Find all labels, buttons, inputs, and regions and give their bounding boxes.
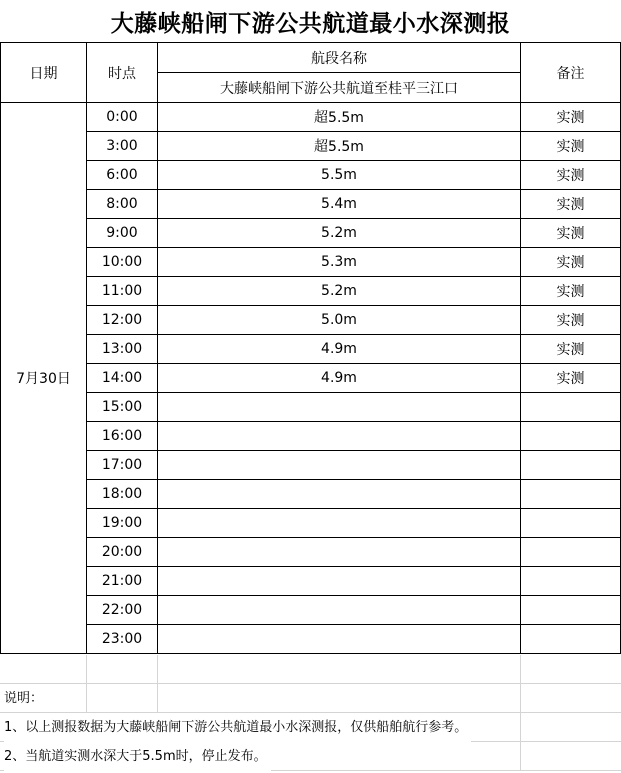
remark-cell: 实测	[521, 190, 621, 219]
table-row	[1, 335, 621, 364]
note-row	[0, 713, 621, 742]
remark-cell	[521, 538, 621, 567]
note-item: 1、以上测报数据为大藤峡船闸下游公共航道最小水深测报，仅供船舶航行参考。	[4, 713, 471, 742]
depth-cell: 超5.5m	[158, 132, 521, 161]
depth-cell: 4.9m	[158, 364, 521, 393]
depth-report-table	[0, 42, 621, 654]
time-cell: 18:00	[87, 480, 158, 509]
table-row	[1, 190, 621, 219]
time-cell: 9:00	[87, 219, 158, 248]
depth-cell	[158, 393, 521, 422]
depth-cell	[158, 596, 521, 625]
notes-label-row	[0, 684, 621, 713]
remark-cell: 实测	[521, 161, 621, 190]
remark-cell	[521, 625, 621, 654]
depth-cell: 4.9m	[158, 335, 521, 364]
header-section: 大藤峡船闸下游公共航道至桂平三江口	[158, 73, 521, 103]
depth-cell: 超5.5m	[158, 103, 521, 132]
remark-cell: 实测	[521, 103, 621, 132]
table-row	[1, 480, 621, 509]
depth-cell: 5.4m	[158, 190, 521, 219]
page-title: 大藤峡船闸下游公共航道最小水深测报	[110, 10, 511, 37]
time-cell: 13:00	[87, 335, 158, 364]
depth-cell	[158, 451, 521, 480]
remark-cell	[521, 509, 621, 538]
blank-row	[0, 655, 621, 684]
header-time: 时点	[87, 43, 158, 103]
time-cell: 12:00	[87, 306, 158, 335]
header-section-name: 航段名称	[158, 43, 521, 73]
time-cell: 22:00	[87, 596, 158, 625]
time-cell: 21:00	[87, 567, 158, 596]
time-cell: 10:00	[87, 248, 158, 277]
header-date: 日期	[1, 43, 87, 103]
table-row	[1, 248, 621, 277]
time-cell: 19:00	[87, 509, 158, 538]
note-row	[0, 742, 621, 771]
table-row	[1, 538, 621, 567]
time-cell: 17:00	[87, 451, 158, 480]
remark-cell: 实测	[521, 364, 621, 393]
remark-cell	[521, 393, 621, 422]
depth-cell: 5.2m	[158, 219, 521, 248]
depth-cell	[158, 567, 521, 596]
remark-cell	[521, 451, 621, 480]
depth-cell	[158, 480, 521, 509]
table-row	[1, 132, 621, 161]
remark-cell: 实测	[521, 306, 621, 335]
remark-cell: 实测	[521, 335, 621, 364]
time-cell: 8:00	[87, 190, 158, 219]
table-row	[1, 161, 621, 190]
table-row	[1, 277, 621, 306]
time-cell: 11:00	[87, 277, 158, 306]
depth-cell	[158, 625, 521, 654]
header-remark: 备注	[521, 43, 621, 103]
time-cell: 23:00	[87, 625, 158, 654]
table-row	[1, 567, 621, 596]
depth-cell	[158, 422, 521, 451]
depth-cell: 5.2m	[158, 277, 521, 306]
depth-cell	[158, 538, 521, 567]
remark-cell	[521, 567, 621, 596]
depth-cell	[158, 509, 521, 538]
remark-cell	[521, 480, 621, 509]
table-row	[1, 509, 621, 538]
remark-cell: 实测	[521, 248, 621, 277]
time-cell: 0:00	[87, 103, 158, 132]
table-row	[1, 306, 621, 335]
time-cell: 14:00	[87, 364, 158, 393]
depth-cell: 5.0m	[158, 306, 521, 335]
time-cell: 6:00	[87, 161, 158, 190]
date-cell: 7月30日	[1, 103, 87, 654]
notes-area	[0, 655, 621, 771]
notes-label: 说明：	[4, 691, 44, 706]
time-cell: 15:00	[87, 393, 158, 422]
header-row	[1, 43, 621, 73]
note-item: 2、当航道实测水深大于5.5m时，停止发布。	[4, 742, 271, 771]
table-row	[1, 596, 621, 625]
time-cell: 16:00	[87, 422, 158, 451]
table-row	[1, 364, 621, 393]
table-row	[1, 451, 621, 480]
remark-cell: 实测	[521, 132, 621, 161]
time-cell: 20:00	[87, 538, 158, 567]
time-cell: 3:00	[87, 132, 158, 161]
depth-cell: 5.3m	[158, 248, 521, 277]
table-row	[1, 625, 621, 654]
remark-cell	[521, 422, 621, 451]
remark-cell: 实测	[521, 277, 621, 306]
table-row	[1, 103, 621, 132]
table-row	[1, 422, 621, 451]
depth-cell: 5.5m	[158, 161, 521, 190]
table-row	[1, 393, 621, 422]
remark-cell: 实测	[521, 219, 621, 248]
table-row	[1, 219, 621, 248]
remark-cell	[521, 596, 621, 625]
